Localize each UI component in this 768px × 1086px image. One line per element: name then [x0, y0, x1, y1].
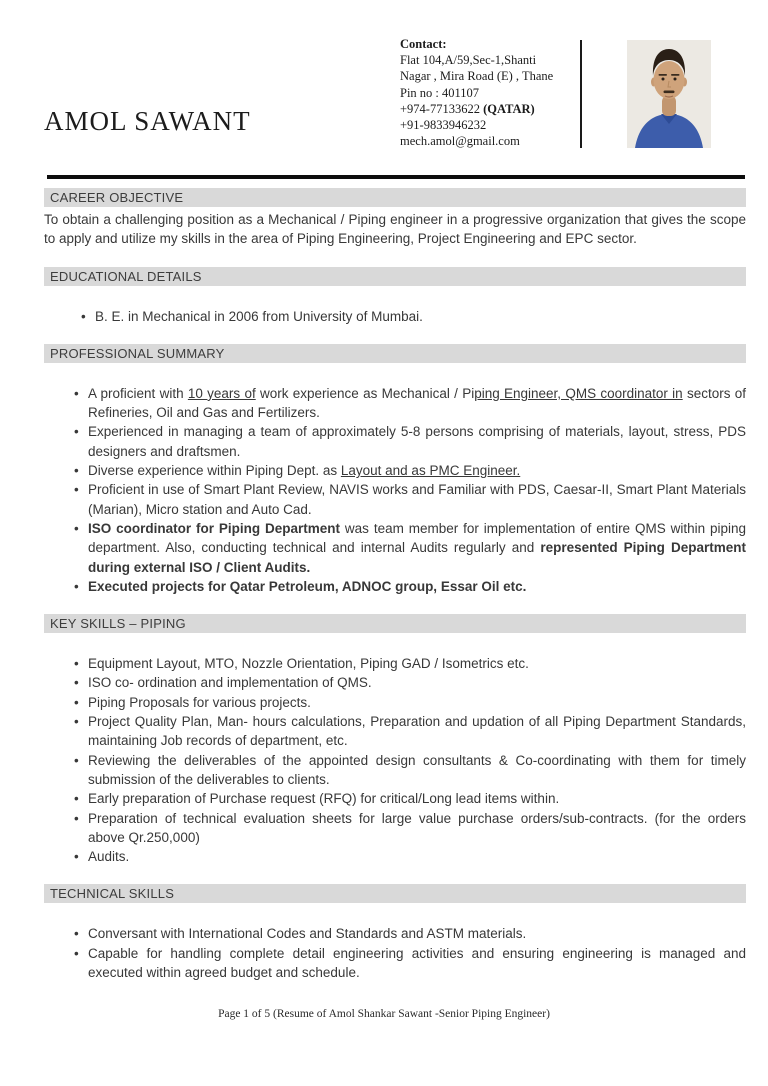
section-title: CAREER OBJECTIVE [44, 188, 746, 207]
contact-line [400, 52, 580, 68]
bullet-icon: • [74, 849, 79, 865]
bullet-item [44, 384, 746, 423]
text-segment: Reviewing the deliverables of the appointed design consultants & Co-coordinating with them for timely submission of the deliverables to clients. [88, 752, 746, 787]
bullet-icon: • [74, 424, 79, 440]
bullet-list [44, 307, 746, 326]
bullet-item [44, 789, 746, 808]
page-footer-text: Page 1 of 5 (Resume of Amol Shankar Sawant -Senior Piping Engineer) [218, 1008, 550, 1021]
bullet-icon: • [81, 308, 86, 324]
bullet-item [44, 577, 746, 596]
text-segment: Layout and as PMC Engineer. [340, 463, 521, 479]
text-segment: Executed projects for Qatar Petroleum, ADNOC group, Essar Oil etc. [88, 578, 527, 594]
text-segment: Early preparation of Purchase request (RFQ) for critical/Long lead items within. [88, 791, 560, 807]
contact-line [400, 101, 580, 117]
text-segment: Proficient in use of Smart Plant Review, NAVIS works and Familiar with PDS, Caesar-II, Smart Plant Materials (Marian), Micro station and Auto Cad. [88, 482, 746, 517]
text-segment: Nagar , Mira Road (E) , Thane [400, 69, 554, 84]
bullet-item [44, 422, 746, 461]
bullet-item [44, 751, 746, 790]
bullet-text [88, 753, 746, 787]
text-segment: 10 years of [187, 385, 256, 401]
contact-label: Contact: [400, 37, 447, 51]
contact-divider [580, 40, 582, 148]
text-segment: Preparation of technical evaluation sheets for large value purchase orders/sub-contracts. (for the orders above Qr.250,000) [88, 810, 746, 845]
bullet-icon: • [74, 714, 79, 730]
text-segment: represented Piping Department during external ISO / Client Audits. [88, 540, 746, 575]
bullet-icon: • [74, 656, 79, 672]
text-segment: ISO co- ordination and implementation of QMS. [88, 675, 372, 691]
contact-line [400, 133, 580, 149]
contact-lines [400, 52, 580, 149]
bullet-list [44, 924, 746, 982]
bullet-icon: • [74, 578, 79, 594]
section-educational-details [44, 267, 746, 326]
section-title: TECHNICAL SKILLS [44, 884, 746, 903]
bullet-item [44, 712, 746, 751]
text-segment: work experience as Mechanical / Pi [255, 385, 475, 401]
bullet-item [44, 461, 746, 480]
text-segment: A proficient with [88, 385, 188, 401]
candidate-name: AMOL SAWANT [44, 106, 251, 136]
section-title: EDUCATIONAL DETAILS [44, 267, 746, 286]
text-segment: To obtain a challenging position as a Mechanical / Piping engineer in a progressive organization that gives the scope to apply and utilize my skills in the area of Piping Engineering, Project Engineering and EPC sector. [44, 212, 746, 247]
bullet-text [88, 579, 526, 594]
bullet-icon: • [74, 926, 79, 942]
text-segment: Diverse experience within Piping Dept. as [88, 463, 341, 479]
text-segment: Audits. [88, 849, 130, 865]
bullet-list [44, 654, 746, 866]
text-segment: sectors of Refineries, Oil and Gas and Fertilizers. [88, 385, 747, 421]
bullet-icon: • [74, 945, 79, 961]
bullet-icon: • [74, 675, 79, 691]
bullet-text [88, 791, 559, 806]
bullet-text [88, 424, 746, 458]
section-title: KEY SKILLS – PIPING [44, 614, 746, 633]
bullet-text [88, 926, 526, 941]
bullet-text [95, 309, 423, 324]
text-segment: Pin no : 401107 [400, 85, 480, 100]
bullet-item [44, 693, 746, 712]
section-career-objective [44, 188, 746, 249]
bullet-icon: • [74, 791, 79, 807]
text-segment: Conversant with International Codes and Standards and ASTM materials. [88, 926, 527, 942]
resume-body [44, 179, 746, 982]
text-segment: mech.amol@gmail.com [400, 134, 520, 149]
text-segment: was team member for implementation of entire QMS within piping department. Also, conducting technical and internal Audits regularly and [88, 520, 747, 556]
contact-block [400, 36, 580, 149]
bullet-text [88, 946, 746, 980]
text-segment: ISO coordinator for Piping Department [88, 520, 341, 536]
bullet-icon: • [74, 810, 79, 826]
section-professional-summary [44, 344, 746, 596]
text-segment: +91-9833946232 [400, 118, 487, 133]
bullet-item [44, 924, 746, 943]
contact-line [400, 85, 580, 101]
contact-line [400, 117, 580, 133]
bullet-icon: • [74, 482, 79, 498]
bullet-text [88, 849, 129, 864]
bullet-item [44, 847, 746, 866]
section-key-skills-piping [44, 614, 746, 866]
text-segment: Capable for handling complete detail engineering activities and ensuring engineering is managed and executed within agreed budget and schedule. [88, 945, 746, 981]
bullet-item [44, 809, 746, 848]
bullet-text [88, 482, 746, 516]
text-segment: Flat 104,A/59,Sec-1,Shanti [400, 53, 537, 68]
portrait-photo [627, 40, 711, 148]
bullet-item [44, 944, 746, 983]
bullet-list [44, 384, 746, 596]
bullet-text [88, 656, 529, 671]
text-segment: ping Engineer, QMS coordinator in [474, 385, 683, 401]
contact-line [400, 68, 580, 84]
section-title: PROFESSIONAL SUMMARY [44, 344, 746, 363]
portrait-photo-image [627, 40, 711, 148]
bullet-text [88, 521, 746, 575]
bullet-text [88, 675, 372, 690]
section-technical-skills [44, 884, 746, 982]
bullet-text [88, 714, 746, 748]
bullet-text [88, 386, 746, 420]
text-segment: +974-77133622 [400, 101, 484, 116]
text-segment: Project Quality Plan, Man- hours calculations, Preparation and updation of all Piping Department Standards, maintaining Job records of department, etc. [88, 714, 746, 749]
bullet-icon: • [74, 694, 79, 710]
page-footer [0, 1008, 768, 1020]
text-segment: Piping Proposals for various projects. [88, 694, 311, 710]
bullet-item [44, 307, 746, 326]
bullet-icon: • [74, 520, 79, 536]
bullet-item [44, 480, 746, 519]
bullet-icon: • [74, 463, 79, 479]
bullet-item [44, 654, 746, 673]
bullet-icon: • [74, 752, 79, 768]
bullet-item [44, 519, 746, 577]
bullet-text [88, 695, 311, 710]
resume-header [0, 0, 768, 175]
bullet-icon: • [74, 385, 79, 401]
text-segment: (QATAR) [483, 101, 535, 116]
bullet-item [44, 673, 746, 692]
bullet-text [88, 463, 520, 478]
bullet-text [88, 811, 746, 845]
text-segment: Experienced in managing a team of approximately 5-8 persons comprising of materials, layout, stress, PDS designers and draftsmen. [88, 424, 746, 459]
text-segment: B. E. in Mechanical in 2006 from University of Mumbai. [95, 308, 423, 324]
section-paragraph [44, 210, 746, 249]
text-segment: Equipment Layout, MTO, Nozzle Orientation, Piping GAD / Isometrics etc. [88, 656, 529, 672]
